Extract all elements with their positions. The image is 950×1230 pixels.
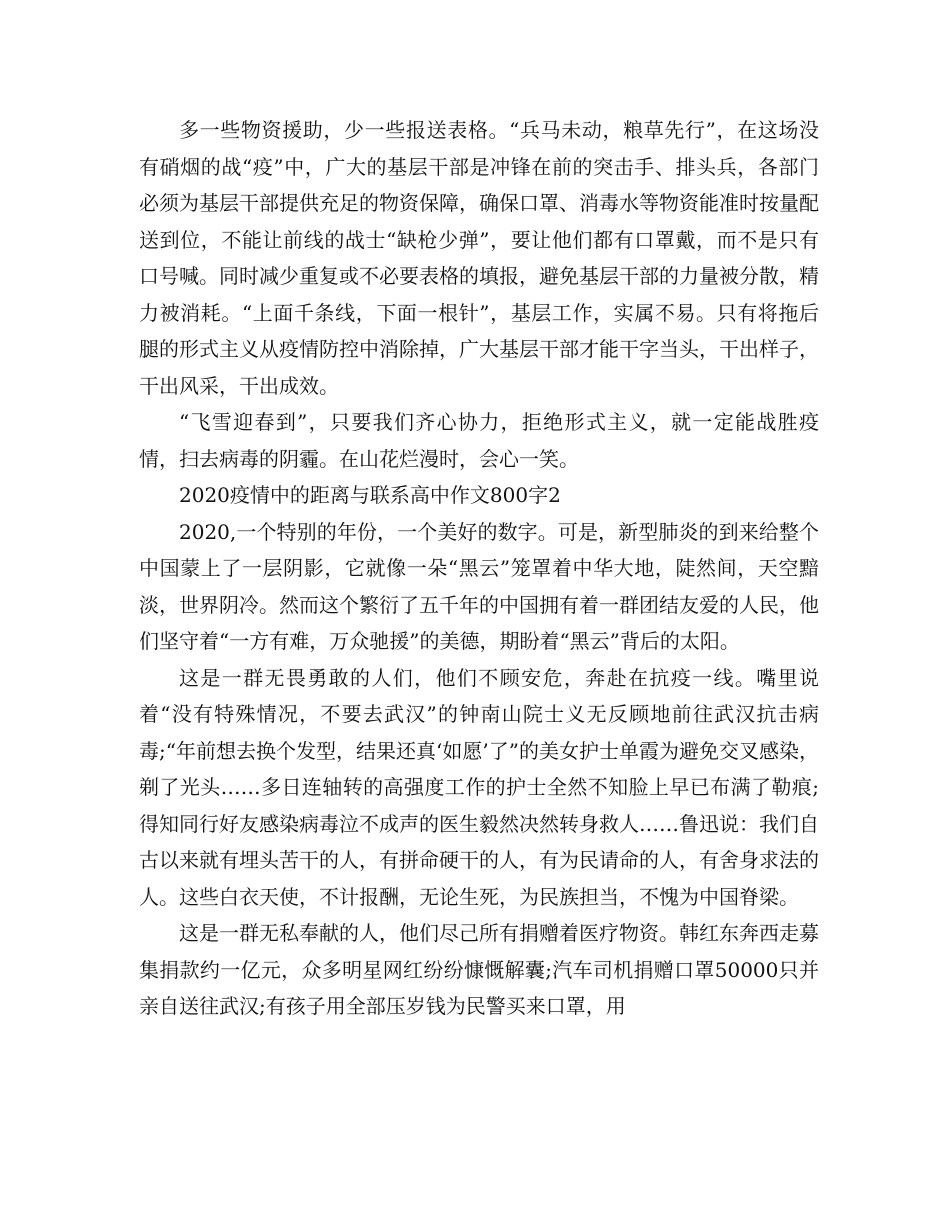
paragraph-material-support: 多一些物资援助，少一些报送表格。“兵马未动，粮草先行”，在这场没有硝烟的战“疫”中，广大的基层干部是冲锋在前的突击手、排头兵，各部门必须为基层干部提供充足的物资保障，确保口罩、消毒水等物资能准时按量配送到位，不能让前线的战士“缺枪少弹”，要让他们都有口罩戴，而不是只有口号喊。同时减少重复或不必要表格的填报，避免基层干部的力量被分散，精力被消耗。“上面千条线，下面一根针”，基层工作，实属不易。只有将拖后腿的形式主义从疫情防控中消除掉，广大基层干部才能干字当头，干出样子，干出风采，干出成效。: [139, 118, 819, 398]
paragraph-conclusion: “飞雪迎春到”，只要我们齐心协力，拒绝形式主义，就一定能战胜疫情，扫去病毒的阴霾。在山花烂漫时，会心一笑。: [139, 410, 819, 471]
paragraph-intro-2020: 2020,一个特别的年份，一个美好的数字。可是，新型肺炎的到来给整个中国蒙上了一层阴影，它就像一朵“黑云”笼罩着中华大地，陡然间，天空黯淡，世界阴冷。然而这个繁衍了五千年的中国拥有着一群团结友爱的人民，他们坚守着“一方有难，万众驰援”的美德，期盼着“黑云”背后的太阳。: [139, 519, 819, 653]
paragraph-selfless-donors: 这是一群无私奉献的人，他们尽己所有捐赠着医疗物资。韩红东奔西走募集捐款约一亿元，众多明星网红纷纷慷慨解囊;汽车司机捐赠口罩50000只并亲自送往武汉;有孩子用全部压岁钱为民警买来口罩，用: [139, 921, 819, 1018]
paragraph-fearless-people: 这是一群无畏勇敢的人们，他们不顾安危，奔赴在抗疫一线。嘴里说着“没有特殊情况，不要去武汉”的钟南山院士义无反顾地前往武汉抗击病毒;“年前想去换个发型，结果还真‘如愿’了”的美女护士单霞为避免交叉感染，剃了光头……多日连轴转的高强度工作的护士全然不知脸上早已布满了勒痕;得知同行好友感染病毒泣不成声的医生毅然决然转身救人……鲁迅说：我们自古以来就有埋头苦干的人，有拼命硬干的人，有为民请命的人，有舍身求法的人。这些白衣天使，不计报酬，无论生死，为民族担当，不愧为中国脊梁。: [139, 665, 819, 909]
document-page: [139, 112, 819, 1025]
section-heading: 2020疫情中的距离与联系高中作文800字2: [179, 483, 561, 507]
